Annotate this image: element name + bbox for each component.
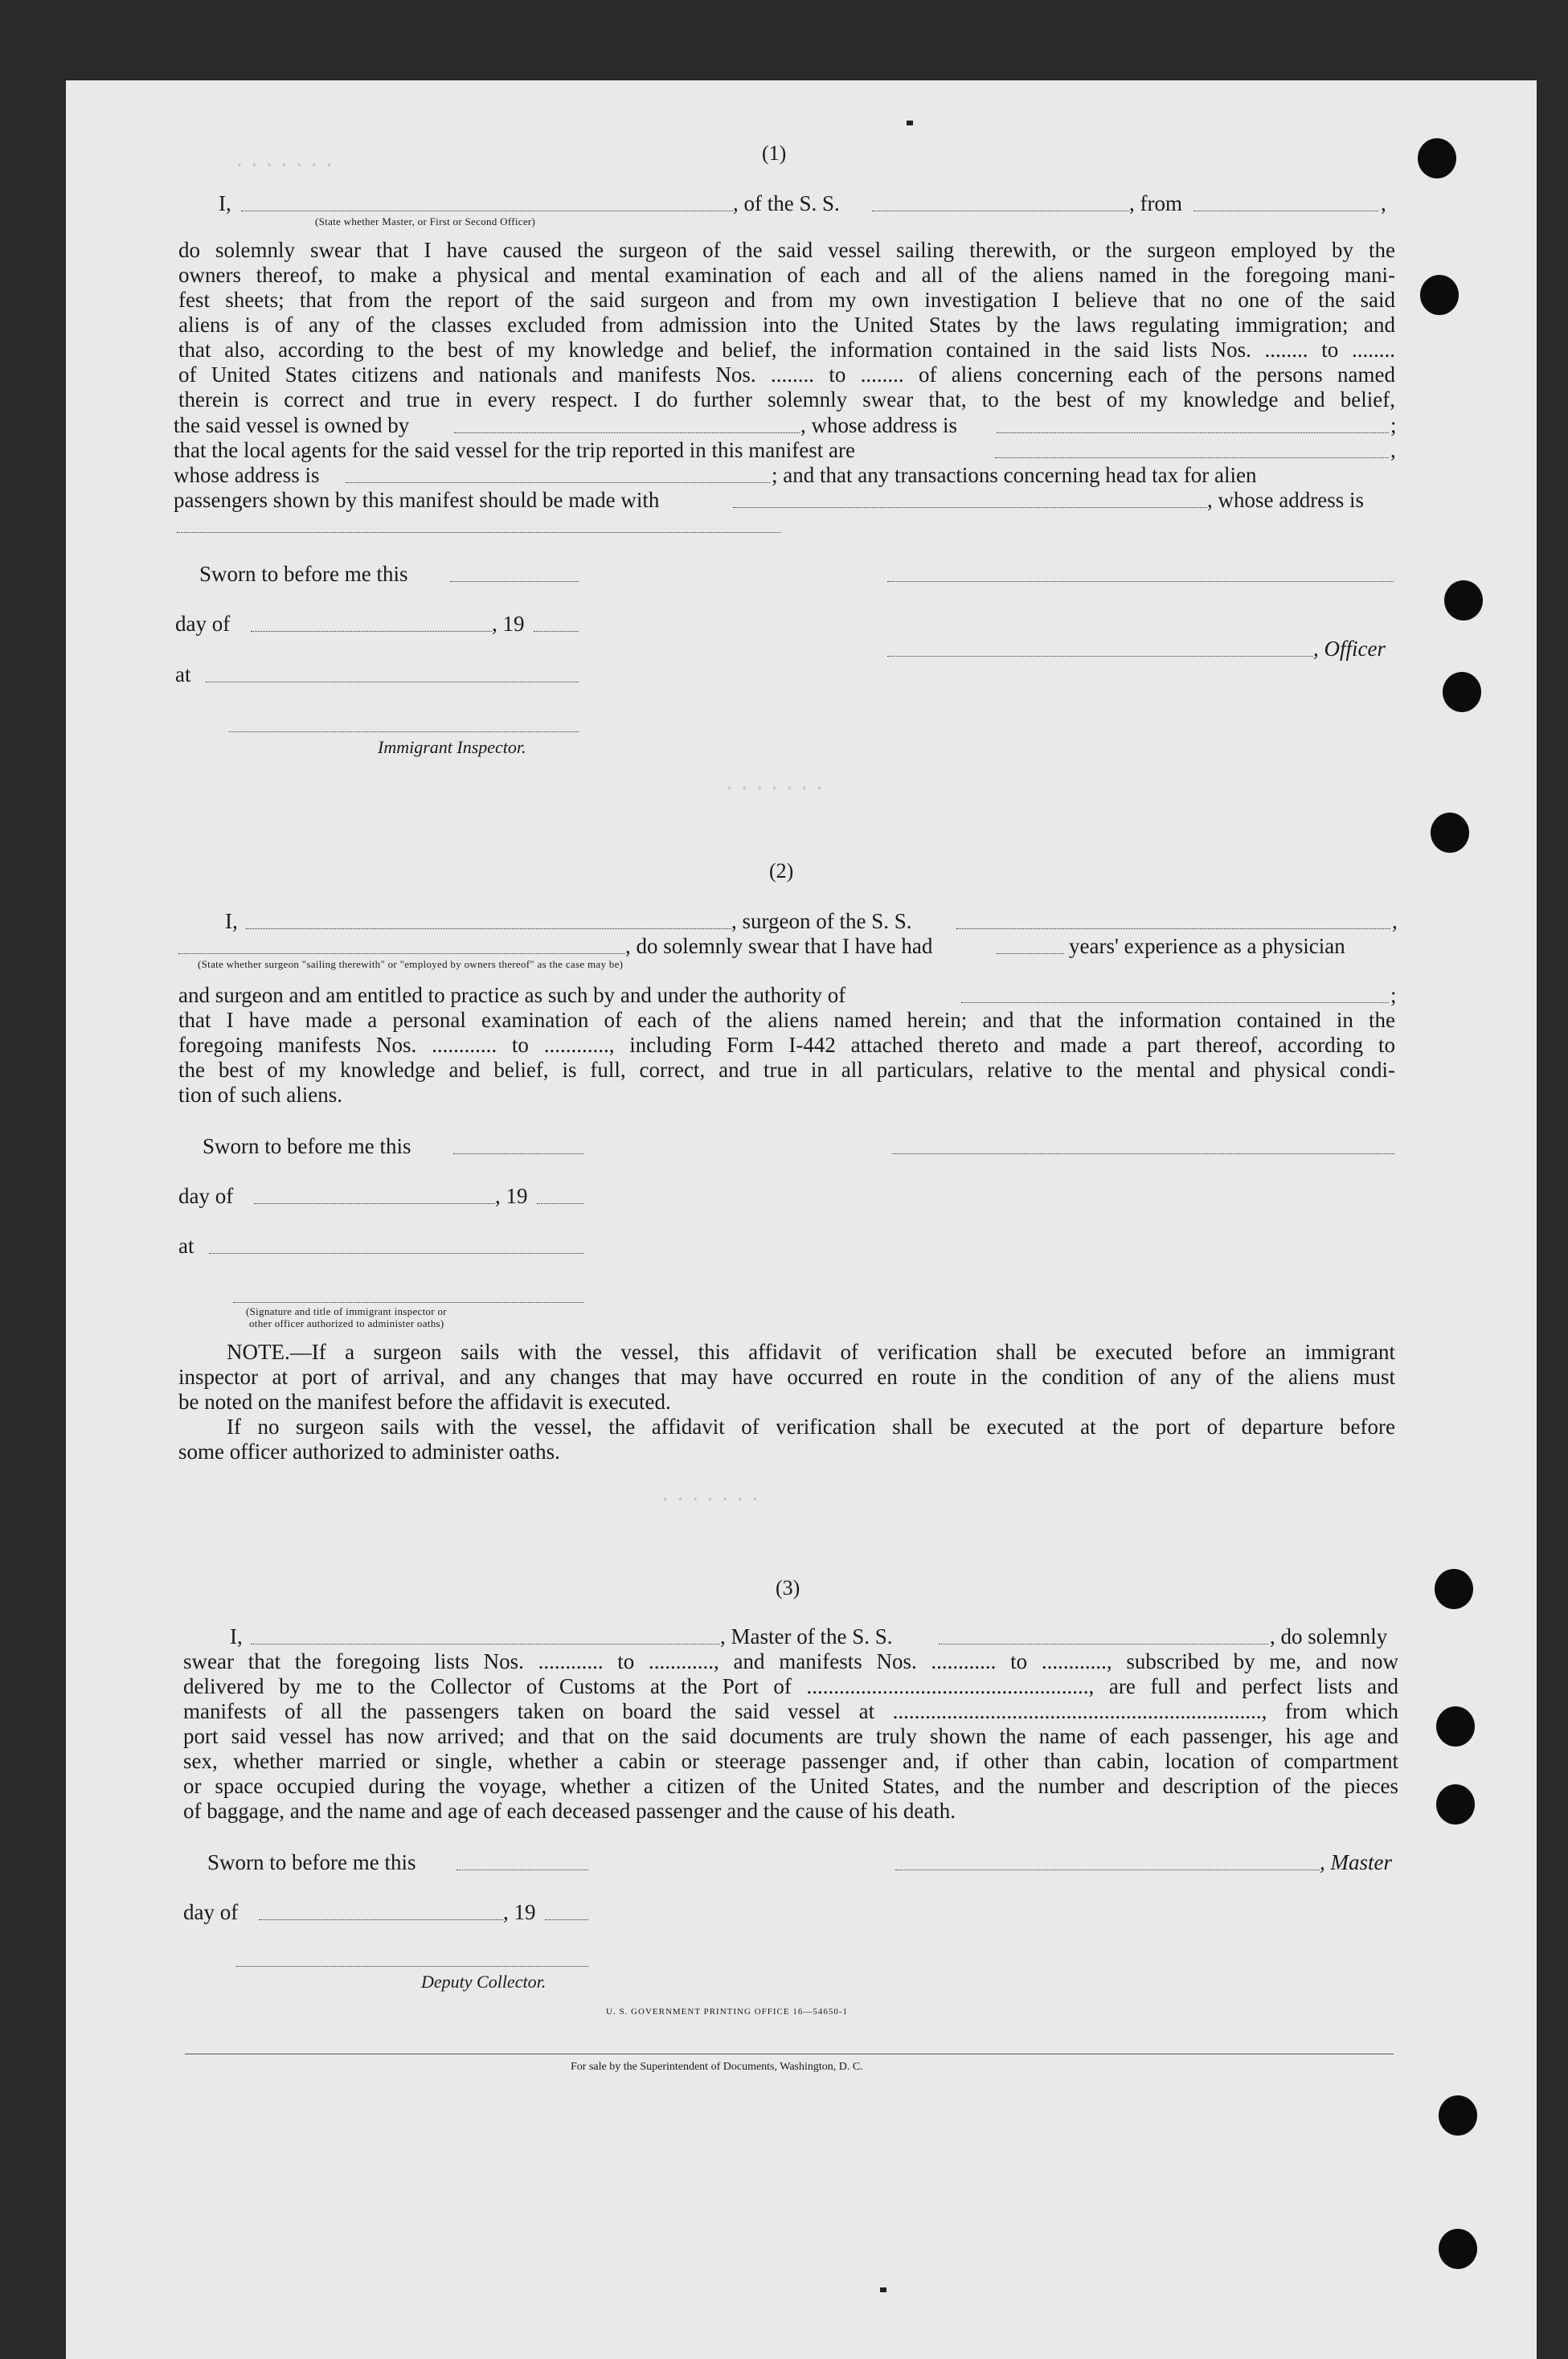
s2-swear-experience-label: , do solemnly swear that I have had xyxy=(625,934,933,958)
punch-hole xyxy=(1436,1706,1475,1747)
s1-text-line: that also, according to the best of my knowledge and belief, the information contained in the said lists Nos. ........ to ........ xyxy=(178,338,1395,362)
s3-text-line: swear that the foregoing lists Nos. ............ to ............, and manifests Nos. ............ to ............, subscribed by me, and now xyxy=(183,1649,1398,1673)
bleed-through-text: ....... xyxy=(233,149,338,173)
s3-do-solemnly-label: , do solemnly xyxy=(1270,1624,1388,1648)
s2-at-field[interactable] xyxy=(209,1253,583,1254)
punch-hole xyxy=(1436,1784,1475,1825)
s3-day-of-label: day of xyxy=(183,1900,239,1924)
s2-authority-label: and surgeon and am entitled to practice as such by and under the authority of xyxy=(178,983,846,1007)
s1-whose-address-label: whose address is xyxy=(174,463,320,487)
s3-year-field[interactable] xyxy=(545,1919,588,1920)
bleed-through-text: ....... xyxy=(723,772,829,796)
stray-mark xyxy=(880,2287,886,2292)
s3-text-line: sex, whether married or single, whether a cabin or steerage passenger and, if other than cabin, location of compartment xyxy=(183,1749,1398,1773)
s2-sig-caption-2: other officer authorized to administer oaths) xyxy=(249,1317,444,1329)
printing-office-imprint: U. S. GOVERNMENT PRINTING OFFICE 16—54650-1 xyxy=(606,2007,849,2017)
punch-hole xyxy=(1431,813,1469,853)
section-1-number: (1) xyxy=(762,141,787,165)
s1-passengers-address-label: , whose address is xyxy=(1207,488,1364,512)
s3-master-label: , Master xyxy=(1320,1850,1392,1874)
s1-line1-comma: , xyxy=(1381,191,1386,215)
s2-day-of-label: day of xyxy=(178,1184,234,1208)
s2-note-line: inspector at port of arrival, and any changes that may have occurred en route in the condition of any of the aliens must xyxy=(178,1365,1395,1389)
section-3-number: (3) xyxy=(776,1576,800,1599)
punch-hole xyxy=(1435,1569,1473,1609)
s2-surgeon-name-field[interactable] xyxy=(246,928,731,929)
s1-head-tax-address-field[interactable] xyxy=(177,532,781,533)
s1-owner-address-field[interactable] xyxy=(997,432,1389,433)
s1-officer-sig-line-1[interactable] xyxy=(887,581,1394,582)
s2-year-label: , 19 xyxy=(495,1184,528,1208)
s2-inspector-sig-line[interactable] xyxy=(233,1302,583,1303)
s1-day-field[interactable] xyxy=(251,631,492,632)
s1-officer-label: , Officer xyxy=(1313,637,1386,661)
s2-years-field[interactable] xyxy=(997,953,1064,954)
s1-sworn-date-field[interactable] xyxy=(450,581,579,582)
punch-hole xyxy=(1444,580,1483,620)
s3-text-line: or space occupied during the voyage, whether a citizen of the United States, and the number and description of the pieces xyxy=(183,1774,1398,1798)
s2-note-line: If no surgeon sails with the vessel, the affidavit of verification shall be executed at the port of departure before xyxy=(227,1415,1395,1439)
s3-text-line: manifests of all the passengers taken on board the said vessel at ...................................................................., from which xyxy=(183,1699,1398,1723)
s3-deputy-sig-line[interactable] xyxy=(236,1966,588,1967)
s2-surgeon-type-field[interactable] xyxy=(178,953,625,954)
s1-officer-sig-line-2[interactable] xyxy=(887,656,1313,657)
s2-surgeon-sig-line[interactable] xyxy=(892,1153,1394,1154)
s1-day-of-label: day of xyxy=(175,612,231,636)
s1-passengers-label: passengers shown by this manifest should be made with xyxy=(174,488,660,512)
stray-mark xyxy=(907,121,913,125)
s1-text-line: aliens is of any of the classes excluded from admission into the United States by the laws regulating immigration; and xyxy=(178,313,1395,337)
bleed-through-text: ....... xyxy=(659,1483,764,1507)
punch-hole xyxy=(1420,275,1459,315)
s2-text-line: the best of my knowledge and belief, is full, correct, and true in all particulars, relative to the mental and physical condi- xyxy=(178,1058,1395,1082)
s2-note-line: be noted on the manifest before the affidavit is executed. xyxy=(178,1390,671,1414)
s2-physician-label: years' experience as a physician xyxy=(1069,934,1345,958)
punch-hole xyxy=(1443,672,1481,712)
footer-note: For sale by the Superintendent of Documents, Washington, D. C. xyxy=(571,2061,863,2073)
s3-day-field[interactable] xyxy=(259,1919,503,1920)
s2-authority-semicolon: ; xyxy=(1390,983,1397,1007)
s1-year-label: , 19 xyxy=(492,612,525,636)
s1-text-line: therein is correct and true in every respect. I do further solemnly swear that, to the best of my knowledge and belief, xyxy=(178,387,1395,412)
s1-owned-semicolon: ; xyxy=(1390,413,1397,437)
punch-hole xyxy=(1439,2095,1477,2136)
s2-vessel-field[interactable] xyxy=(956,928,1390,929)
s2-surgeon-vessel-label: , surgeon of the S. S. xyxy=(731,909,912,933)
s3-text-line: port said vessel has now arrived; and that on the said documents are truly shown the name of each passenger, his age and xyxy=(183,1724,1398,1748)
s2-day-field[interactable] xyxy=(254,1203,495,1204)
s1-text-line: owners thereof, to make a physical and mental examination of each and all of the aliens named in the foregoing mani- xyxy=(178,263,1395,287)
s3-sworn-label: Sworn to before me this xyxy=(207,1850,416,1874)
s1-at-label: at xyxy=(175,662,191,686)
s3-line1-i: I, xyxy=(230,1624,243,1648)
punch-hole xyxy=(1418,138,1456,178)
s1-agents-label: that the local agents for the said vessel for the trip reported in this manifest are xyxy=(174,438,855,462)
s2-note-line: some officer authorized to administer oaths. xyxy=(178,1440,560,1464)
s2-line1-comma: , xyxy=(1392,909,1398,933)
s2-surgeon-caption: (State whether surgeon "sailing therewith" or "employed by owners thereof" as the case may be) xyxy=(198,958,624,970)
s1-owner-address-label: , whose address is xyxy=(800,413,957,437)
s1-text-line: of United States citizens and nationals and manifests Nos. ........ to ........ of aliens concerning each of the persons named xyxy=(178,362,1395,387)
s1-sworn-label: Sworn to before me this xyxy=(199,562,408,586)
s2-sworn-date-field[interactable] xyxy=(453,1153,583,1154)
s3-text-line: of baggage, and the name and age of each deceased passenger and the cause of his death. xyxy=(183,1799,956,1823)
s3-deputy-label: Deputy Collector. xyxy=(421,1972,547,1992)
s1-head-tax-agent-field[interactable] xyxy=(733,507,1207,508)
section-2-number: (2) xyxy=(769,859,794,883)
s1-agents-comma: , xyxy=(1390,438,1396,462)
s1-title-caption: (State whether Master, or First or Second Officer) xyxy=(315,215,536,227)
s3-text-line: delivered by me to the Collector of Customs at the Port of ...................................................., are full and perfect lists and xyxy=(183,1674,1398,1698)
s1-owned-by-label: the said vessel is owned by xyxy=(174,413,410,437)
s2-at-label: at xyxy=(178,1234,194,1258)
s2-sworn-label: Sworn to before me this xyxy=(203,1134,411,1158)
s3-year-label: , 19 xyxy=(503,1900,536,1924)
s2-note-line: NOTE.—If a surgeon sails with the vessel, this affidavit of verification shall be executed before an immigrant xyxy=(227,1340,1395,1364)
s1-year-field[interactable] xyxy=(534,631,579,632)
s1-line1-from-label: , from xyxy=(1129,191,1182,215)
punch-hole xyxy=(1439,2229,1477,2269)
s1-line1-vessel-label: , of the S. S. xyxy=(733,191,840,215)
s1-inspector-label: Immigrant Inspector. xyxy=(378,737,526,757)
s2-sig-caption-1: (Signature and title of immigrant inspector or xyxy=(246,1305,447,1317)
s2-text-line: that I have made a personal examination of each of the aliens named herein; and that the information contained in the xyxy=(178,1008,1395,1032)
s3-master-vessel-label: , Master of the S. S. xyxy=(720,1624,893,1648)
s1-agents-address-field[interactable] xyxy=(346,482,770,483)
s2-year-field[interactable] xyxy=(537,1203,583,1204)
s1-owner-field[interactable] xyxy=(454,432,800,433)
s2-authority-field[interactable] xyxy=(961,1002,1389,1003)
s1-inspector-sig-line[interactable] xyxy=(229,731,579,732)
s1-head-tax-text: ; and that any transactions concerning head tax for alien xyxy=(772,463,1257,487)
s1-text-line: fest sheets; that from the report of the said surgeon and from my own investigation I believe that no one of the said xyxy=(178,288,1395,312)
s2-text-line: foregoing manifests Nos. ............ to ............, including Form I-442 attached thereto and made a part thereof, according to xyxy=(178,1033,1395,1057)
s2-line1-i: I, xyxy=(225,909,238,933)
s1-agents-field[interactable] xyxy=(995,457,1389,458)
s2-text-line: tion of such aliens. xyxy=(178,1083,342,1107)
s1-line1-i: I, xyxy=(219,191,231,215)
s1-text-line: do solemnly swear that I have caused the surgeon of the said vessel sailing therewith, or the surgeon employed by the xyxy=(178,238,1395,262)
